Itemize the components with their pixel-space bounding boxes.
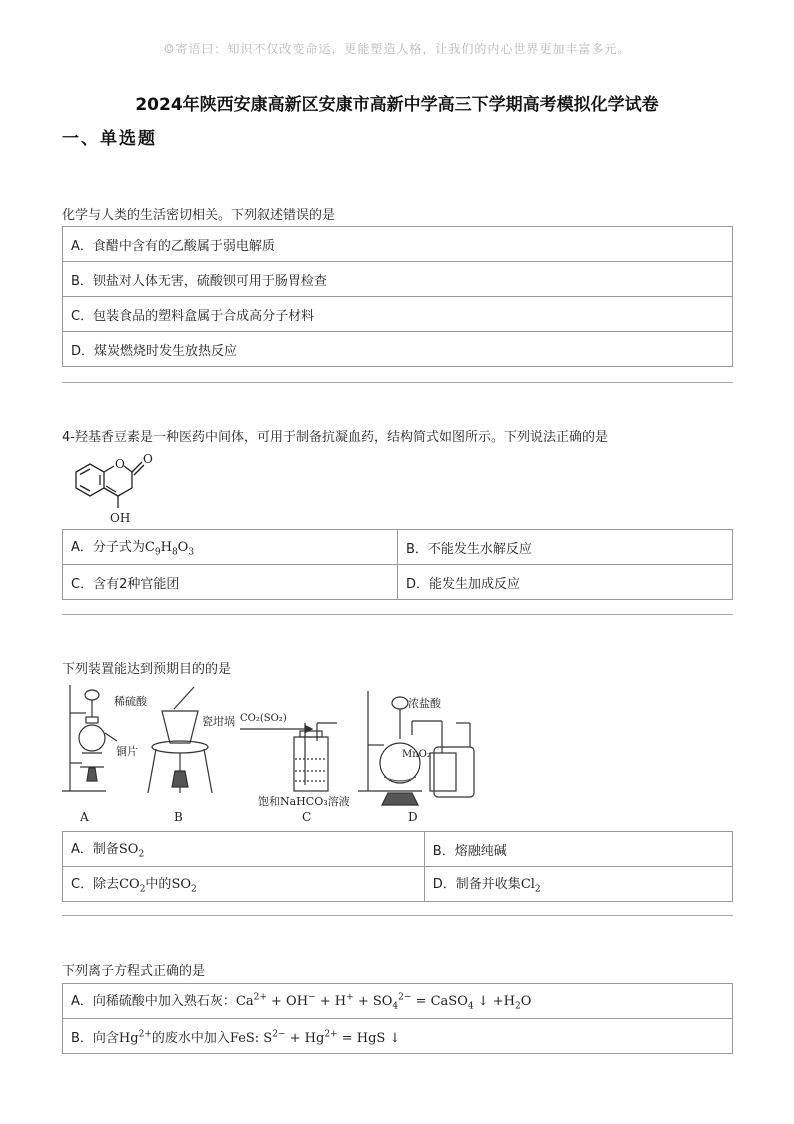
f: CO: [119, 877, 140, 893]
q2-option-b[interactable]: B．不能发生水解反应: [398, 530, 733, 565]
f: 3: [188, 547, 195, 558]
q1-option-d[interactable]: D．煤炭燃烧时发生放热反应: [63, 332, 733, 367]
eq: Ca: [235, 994, 254, 1010]
q4-b-text: B．向含: [71, 1030, 119, 1046]
eq: = CaSO: [415, 994, 468, 1010]
label-a: A: [80, 810, 89, 824]
f: 8: [171, 547, 178, 558]
eq: 4: [392, 1001, 399, 1012]
eq: 2+: [324, 1029, 338, 1040]
f: H: [160, 540, 172, 556]
f: 2: [138, 849, 145, 860]
label-copper: 铜片: [116, 745, 138, 758]
label-dilute-h2so4: 稀硫酸: [114, 695, 147, 708]
q3-option-c[interactable]: [63, 867, 425, 902]
q3-option-b[interactable]: B．熔融纯碱: [424, 832, 732, 867]
q4-a-text: A．向稀硫酸中加入熟石灰：: [71, 994, 236, 1010]
atom-o1: O: [115, 457, 125, 471]
page-title: 2024年陕西安康高新区安康市高新中学高三下学期高考模拟化学试卷: [135, 95, 659, 115]
f: SO: [171, 877, 192, 893]
question-2-options: [62, 529, 733, 600]
q4-option-a[interactable]: [63, 984, 733, 1019]
q4-option-b[interactable]: [63, 1019, 733, 1054]
question-1-options: [62, 226, 733, 367]
q3-a-formula: [118, 842, 145, 860]
q3-c-formula1: [119, 877, 146, 895]
q2-option-a[interactable]: [63, 530, 398, 565]
q4-b-mid: 的废水中加入: [151, 1030, 230, 1046]
f: O: [177, 540, 189, 556]
motto-text: ☺寄语曰：知识不仅改变命运，更能塑造人格，让我们的内心世界更加丰富多元。: [163, 42, 631, 56]
label-crucible: 瓷坩埚: [202, 715, 235, 728]
question-1-stem: 化学与人类的生活密切相关。下列叙述错误的是: [62, 208, 336, 223]
f: 2: [139, 884, 146, 895]
f: 9: [154, 547, 161, 558]
q3-d-formula: [520, 877, 541, 895]
eq: + OH: [271, 994, 309, 1010]
label-mno2: MnO₂: [402, 749, 431, 760]
eq: = HgS ↓: [341, 1030, 401, 1046]
q3-option-a[interactable]: [63, 832, 425, 867]
label-nahco3: 饱和NaHCO₃溶液: [258, 795, 350, 808]
f: Cl: [520, 877, 535, 893]
q3-a-text: A．制备: [71, 842, 119, 858]
q3-option-d[interactable]: [424, 867, 732, 902]
question-3-stem: 下列装置能达到预期目的的是: [62, 662, 232, 677]
q4-b-ion: [119, 1031, 152, 1046]
q3-c-text: C．除去: [71, 877, 120, 893]
divider: [62, 382, 733, 383]
atom-oh: OH: [110, 511, 131, 525]
eq: ↓ +H: [477, 994, 515, 1010]
eq: 2: [515, 1001, 521, 1012]
apparatus-figure: [62, 683, 482, 828]
eq: O: [520, 994, 532, 1010]
q2-a-formula: [144, 540, 195, 558]
eq: Hg: [118, 1030, 139, 1046]
label-d: D: [408, 810, 418, 824]
label-b: B: [174, 810, 183, 824]
eq: +: [346, 992, 354, 1003]
q3-c-mid: 中的: [145, 877, 172, 893]
eq: 2−: [398, 992, 412, 1003]
label-c: C: [302, 810, 312, 824]
q1-option-c[interactable]: C．包装食品的塑料盒属于合成高分子材料: [63, 297, 733, 332]
coumarin-structure: [66, 446, 166, 528]
eq: + SO: [357, 994, 393, 1010]
q2-a-text: A．分子式为: [71, 540, 145, 556]
question-3-options: [62, 831, 733, 902]
q3-d-text: D．制备并收集: [432, 877, 521, 893]
eq: 2+: [138, 1029, 152, 1040]
q1-option-b[interactable]: B．钡盐对人体无害，硫酸钡可用于肠胃检查: [63, 262, 733, 297]
atom-o2: O: [143, 452, 153, 466]
q3-c-formula2: [171, 877, 197, 895]
f: 2: [534, 884, 541, 895]
section-heading: 一、单选题: [62, 129, 157, 149]
eq: 2+: [253, 992, 267, 1003]
q2-option-c[interactable]: C．含有2种官能团: [63, 565, 398, 600]
f: SO: [118, 842, 139, 858]
label-co2-so2: CO₂(SO₂): [240, 713, 287, 724]
question-2-stem: 4-羟基香豆素是一种医药中间体，可用于制备抗凝血药，结构简式如图所示。下列说法正确的是: [62, 430, 608, 445]
divider: [62, 614, 733, 615]
question-4-options: [62, 983, 733, 1054]
label-conc-hcl: 浓盐酸: [408, 697, 441, 710]
eq: 2−: [272, 1029, 286, 1040]
f: C: [144, 540, 155, 556]
q2-option-d[interactable]: D．能发生加成反应: [398, 565, 733, 600]
q4-a-equation: [235, 992, 532, 1012]
question-4-stem: 下列离子方程式正确的是: [62, 964, 206, 979]
q4-b-equation: [230, 1031, 400, 1046]
eq: + H: [319, 994, 347, 1010]
divider: [62, 915, 733, 916]
eq: 4: [467, 1001, 474, 1012]
q1-option-a[interactable]: A．食醋中含有的乙酸属于弱电解质: [63, 227, 733, 262]
f: 2: [191, 884, 197, 895]
eq: FeS: S: [229, 1030, 273, 1046]
eq: + Hg: [289, 1030, 325, 1046]
eq: −: [308, 992, 316, 1003]
